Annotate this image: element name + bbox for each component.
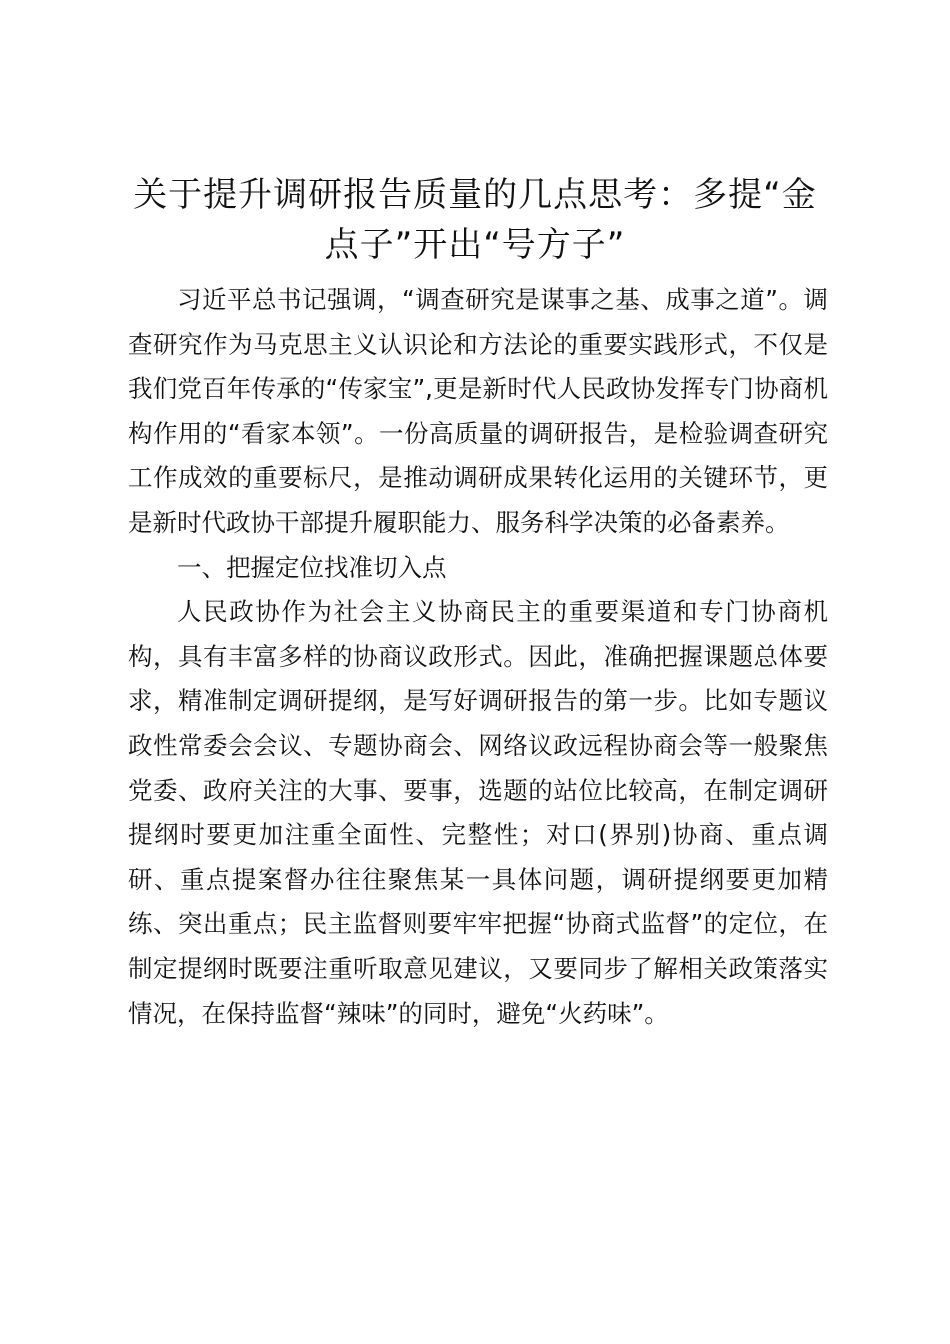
paragraph-section-1: 人民政协作为社会主义协商民主的重要渠道和专门协商机构，具有丰富多样的协商议政形式。因此，准确把握课题总体要求，精准制定调研提纲，是写好调研报告的第一步。比如专题议政性常委会会议、专题协商会、网络议政远程协商会等一般聚焦党委、政府关注的大事、要事，选题的站位比较高，在制定调研提纲时要更加注重全面性、完整性；对口(界别)协商、重点调研、重点提案督办往往聚焦某一具体问题，调研提纲要更加精练、突出重点；民主监督则要牢牢把握“协商式监督”的定位，在制定提纲时既要注重听取意见建议，又要同步了解相关政策落实情况，在保持监督“辣味”的同时，避免“火药味”。 bbox=[128, 597, 828, 1028]
section-heading-1: 一、把握定位找准切入点 bbox=[177, 552, 447, 582]
document-body bbox=[128, 278, 828, 1036]
title-line-1: 关于提升调研报告质量的几点思考：多提“金 bbox=[133, 175, 817, 215]
title-line-2: 点子”开出“号方子” bbox=[324, 225, 626, 265]
document-title bbox=[110, 170, 840, 270]
paragraph-intro: 习近平总书记强调，“调查研究是谋事之基、成事之道”。调查研究作为马克思主义认识论和方法论的重要实践形式，不仅是我们党百年传承的“传家宝”,更是新时代人民政协发挥专门协商机构作用的“看家本领”。一份高质量的调研报告，是检验调查研究工作成效的重要标尺，是推动调研成果转化运用的关键环节，更是新时代政协干部提升履职能力、服务科学决策的必备素养。 bbox=[128, 285, 828, 537]
